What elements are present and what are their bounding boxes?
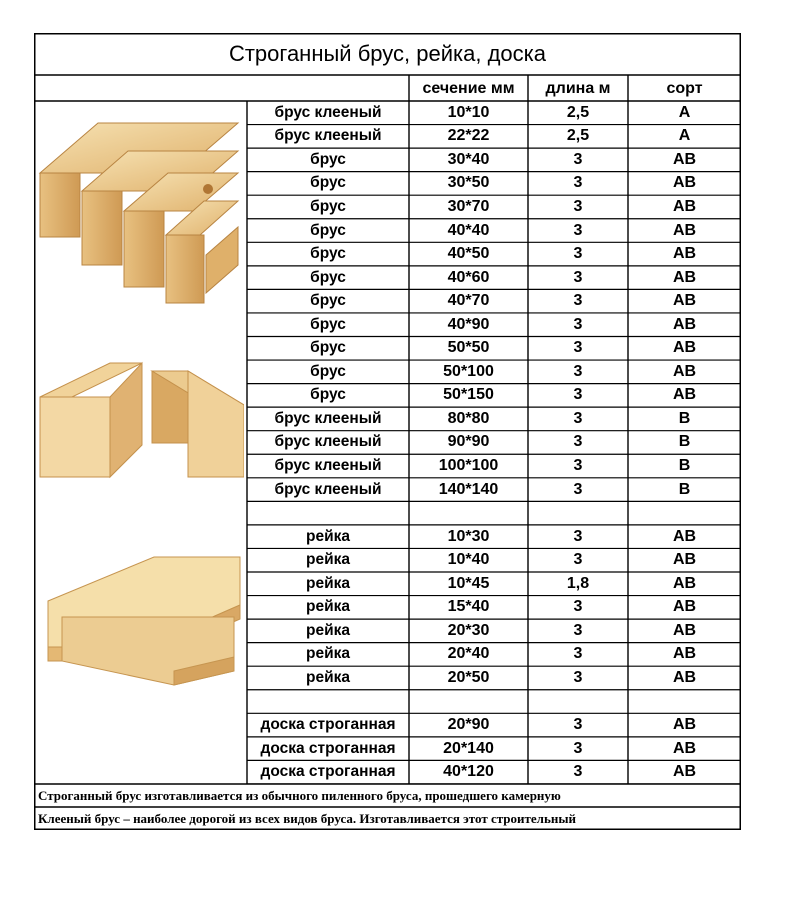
cell-section: 10*30: [447, 527, 490, 545]
cell-section: 80*80: [447, 409, 490, 427]
cell-section: 90*90: [447, 433, 490, 451]
cell-grade: АВ: [672, 268, 697, 286]
cell-length: 1,8: [566, 574, 590, 592]
cell-length: 3: [573, 716, 583, 734]
cell-grade: АВ: [672, 174, 697, 192]
cell-length: 3: [573, 362, 583, 380]
cell-section: 15*40: [447, 598, 490, 616]
cell-length: 3: [573, 739, 583, 757]
cell-length: 3: [573, 621, 583, 639]
cell-length: 3: [573, 292, 583, 310]
cell-name: [247, 690, 409, 714]
cell-name: брус клееный: [274, 457, 382, 475]
cell-length: 3: [573, 645, 583, 663]
cell-length: 3: [573, 150, 583, 168]
cell-name: брус клееный: [274, 409, 382, 427]
cell-name: брус: [310, 386, 346, 404]
cell-length: 3: [573, 551, 583, 569]
glued-beams-photo: [38, 115, 244, 307]
cell-name: рейка: [306, 527, 350, 545]
cell-grade: АВ: [672, 386, 697, 404]
cell-name: брус клееный: [274, 127, 382, 145]
cell-length: 3: [573, 174, 583, 192]
cell-grade: В: [678, 457, 691, 475]
cell-length: 3: [573, 668, 583, 686]
cell-grade: АВ: [672, 574, 697, 592]
cell-length: [528, 690, 628, 714]
cell-section: 40*70: [447, 292, 490, 310]
square-beams-photo: [38, 359, 244, 487]
cell-grade: АВ: [672, 315, 697, 333]
table-title: Строганный брус, рейка, доска: [228, 41, 547, 66]
header-section: сечение мм: [422, 79, 515, 97]
cell-grade: АВ: [672, 292, 697, 310]
cell-section: [409, 501, 528, 525]
header-length: длина м: [545, 79, 611, 97]
cell-name: брус: [310, 315, 346, 333]
cell-grade: А: [678, 103, 691, 121]
cell-length: 3: [573, 763, 583, 781]
cell-grade: АВ: [672, 245, 697, 263]
cell-section: 10*10: [447, 103, 490, 121]
cell-name: брус клееный: [274, 433, 382, 451]
cell-grade: АВ: [672, 527, 697, 545]
cell-section: 30*40: [447, 150, 490, 168]
cell-grade: [628, 690, 741, 714]
cell-grade: АВ: [672, 668, 697, 686]
cell-length: 3: [573, 339, 583, 357]
cell-name: брус: [310, 268, 346, 286]
cell-section: 40*90: [447, 315, 490, 333]
cell-grade: АВ: [672, 739, 697, 757]
cell-grade: В: [678, 433, 691, 451]
cell-section: 40*40: [447, 221, 490, 239]
cell-name: рейка: [306, 621, 350, 639]
cell-section: 20*30: [447, 621, 490, 639]
cell-length: 3: [573, 457, 583, 475]
cell-name: рейка: [306, 598, 350, 616]
cell-section: 10*45: [447, 574, 490, 592]
price-table: [34, 33, 741, 830]
cell-section: 40*60: [447, 268, 490, 286]
cell-grade: АВ: [672, 551, 697, 569]
cell-section: 50*50: [447, 339, 490, 357]
cell-section: 40*120: [443, 763, 494, 781]
cell-name: брус: [310, 174, 346, 192]
cell-grade: А: [678, 127, 691, 145]
cell-name: доска строганная: [260, 716, 396, 734]
cell-section: 20*50: [447, 668, 490, 686]
note-glued-beam: Клееный брус – наиболее дорогой из всех видов бруса. Изготавливается этот строительный: [38, 810, 576, 826]
cell-grade: АВ: [672, 645, 697, 663]
cell-name: брус клееный: [274, 480, 382, 498]
cell-section: 20*140: [443, 739, 494, 757]
cell-length: 3: [573, 197, 583, 215]
cell-grade: [628, 501, 741, 525]
cell-section: 10*40: [447, 551, 490, 569]
cell-grade: АВ: [672, 362, 697, 380]
cell-grade: АВ: [672, 197, 697, 215]
cell-name: рейка: [306, 645, 350, 663]
cell-section: 30*70: [447, 197, 490, 215]
cell-name: брус: [310, 245, 346, 263]
cell-name: рейка: [306, 551, 350, 569]
cell-name: брус: [310, 362, 346, 380]
cell-grade: АВ: [672, 763, 697, 781]
cell-grade: АВ: [672, 621, 697, 639]
cell-name: брус: [310, 339, 346, 357]
cell-section: 100*100: [438, 457, 499, 475]
cell-name: рейка: [306, 574, 350, 592]
cell-grade: АВ: [672, 150, 697, 168]
cell-section: 50*150: [443, 386, 494, 404]
cell-grade: АВ: [672, 339, 697, 357]
cell-name: брус: [310, 221, 346, 239]
cell-name: доска строганная: [260, 739, 396, 757]
cell-name: брус: [310, 292, 346, 310]
cell-name: рейка: [306, 668, 350, 686]
cell-length: 3: [573, 598, 583, 616]
cell-section: 140*140: [438, 480, 499, 498]
cell-section: 22*22: [447, 127, 490, 145]
cell-grade: АВ: [672, 221, 697, 239]
cell-section: [409, 690, 528, 714]
cell-length: [528, 501, 628, 525]
cell-length: 3: [573, 433, 583, 451]
cell-length: 3: [573, 409, 583, 427]
cell-section: 30*50: [447, 174, 490, 192]
cell-length: 3: [573, 480, 583, 498]
note-planed-beam: Строганный брус изготавливается из обычного пиленного бруса, прошедшего камерную: [38, 787, 561, 803]
header-grade: сорт: [666, 79, 703, 97]
cell-name: брус: [310, 197, 346, 215]
cell-grade: В: [678, 480, 691, 498]
cell-length: 3: [573, 221, 583, 239]
cell-grade: АВ: [672, 598, 697, 616]
cell-length: 3: [573, 386, 583, 404]
planed-boards-photo: [44, 551, 244, 691]
cell-section: 20*90: [447, 716, 490, 734]
cell-length: 3: [573, 315, 583, 333]
cell-length: 2,5: [566, 103, 590, 121]
cell-name: [247, 501, 409, 525]
cell-length: 2,5: [566, 127, 590, 145]
cell-length: 3: [573, 245, 583, 263]
cell-name: доска строганная: [260, 763, 396, 781]
cell-grade: АВ: [672, 716, 697, 734]
cell-name: брус клееный: [274, 103, 382, 121]
cell-length: 3: [573, 268, 583, 286]
cell-section: 50*100: [443, 362, 494, 380]
cell-name: брус: [310, 150, 346, 168]
cell-grade: В: [678, 409, 691, 427]
cell-section: 40*50: [447, 245, 490, 263]
cell-section: 20*40: [447, 645, 490, 663]
cell-length: 3: [573, 527, 583, 545]
